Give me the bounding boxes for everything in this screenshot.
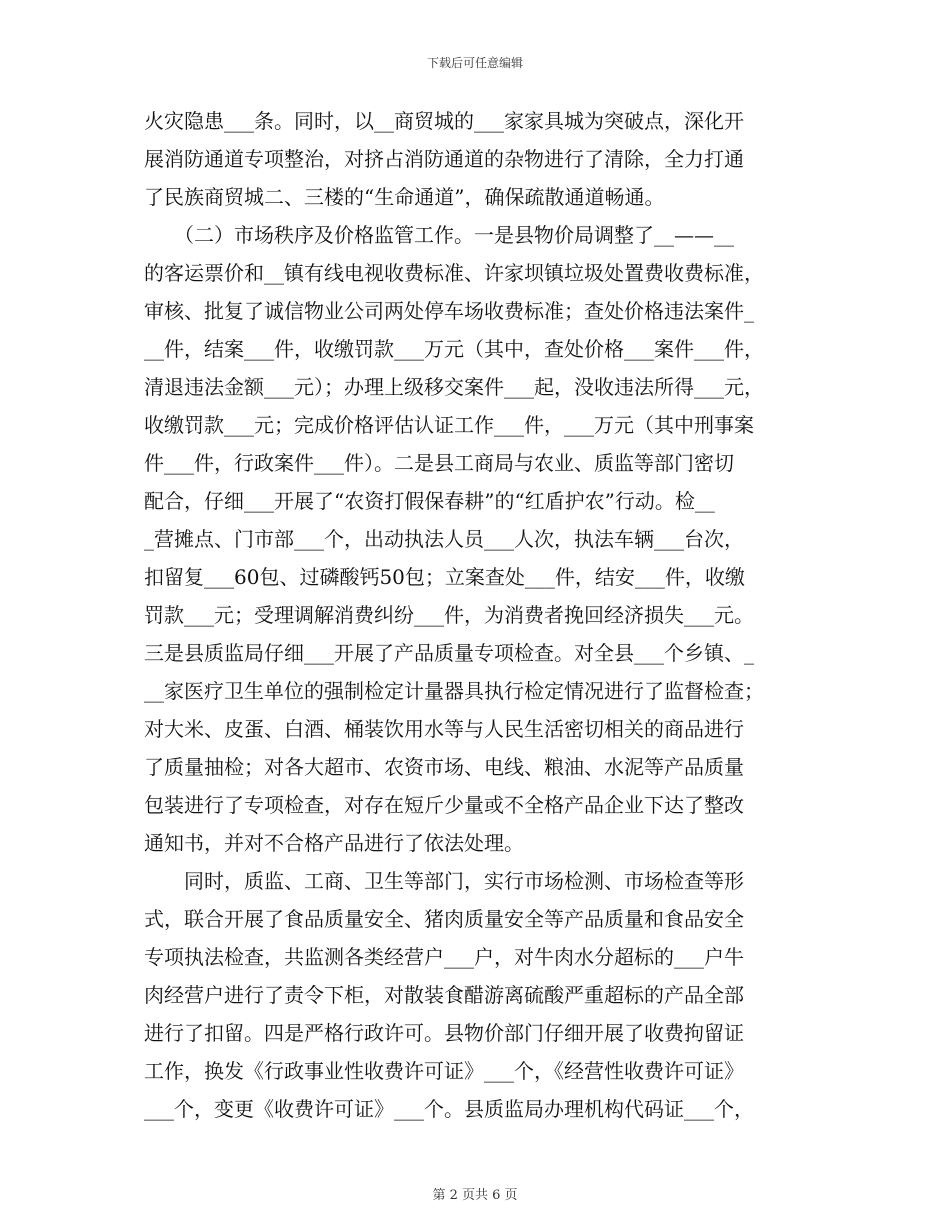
text-line: 扣留复___60包、过磷酸钙50包；立案查处___件，结安___件，收缴 bbox=[144, 565, 745, 589]
text-line: 包装进行了专项检查，对存在短斤少量或不全格产品企业下达了整改 bbox=[144, 793, 744, 817]
text-line: 配合，仔细___开展了“农资打假保春耕”的“红盾护农”行动。检__ bbox=[144, 489, 715, 513]
text-line: （二）市场秩序及价格监管工作。一是县物价局调整了__——__ bbox=[144, 223, 734, 247]
text-line: 审核、批复了诚信物业公司两处停车场收费标准；查处价格违法案件_ bbox=[144, 299, 754, 323]
text-line: __家医疗卫生单位的强制检定计量器具执行检定情况进行了监督检查； bbox=[144, 679, 764, 703]
text-line: 清退违法金额___元）；办理上级移交案件___起，没收违法所得___元， bbox=[144, 375, 764, 399]
text-line: _营摊点、门市部___个，出动执法人员___人次，执法车辆___台次， bbox=[144, 527, 744, 551]
text-line: 对大米、皮蛋、白酒、桶装饮用水等与人民生活密切相关的商品进行 bbox=[144, 717, 744, 741]
text-line: 收缴罚款___元；完成价格评估认证工作___件，___万元（其中刑事案 bbox=[144, 413, 754, 437]
text-line: 的客运票价和__镇有线电视收费标准、许家坝镇垃圾处置费收费标准， bbox=[144, 261, 764, 285]
text-line: ___个，变更《收费许可证》___个。县质监局办理机构代码证___个， bbox=[144, 1097, 754, 1121]
text-line: __件，结案___件，收缴罚款___万元（其中，查处价格___案件___件， bbox=[144, 337, 764, 361]
text-line: 件___件，行政案件___件）。二是县工商局与农业、质监等部门密切 bbox=[144, 451, 734, 475]
text-line: 罚款___元；受理调解消费纠纷___件，为消费者挽回经济损失___元。 bbox=[144, 603, 754, 627]
text-line: 了质量抽检；对各大超市、农资市场、电线、粮油、水泥等产品质量 bbox=[144, 755, 744, 779]
text-line: 通知书，并对不合格产品进行了依法处理。 bbox=[144, 831, 524, 855]
text-line: 了民族商贸城二、三楼的“生命通道”，确保疏散通道畅通。 bbox=[144, 185, 665, 209]
text-line: 展消防通道专项整治，对挤占消防通道的杂物进行了清除，全力打通 bbox=[144, 147, 744, 171]
text-line: 肉经营户进行了责令下柜，对散装食醋游离硫酸严重超标的产品全部 bbox=[144, 983, 744, 1007]
text-line: 火灾隐患___条。同时，以__商贸城的___家家具城为突破点，深化开 bbox=[144, 109, 744, 133]
text-line: 式，联合开展了食品质量安全、猪肉质量安全等产品质量和食品安全 bbox=[144, 907, 744, 931]
text-line: 三是县质监局仔细___开展了产品质量专项检查。对全县___个乡镇、_ bbox=[144, 641, 754, 665]
text-line: 同时，质监、工商、卫生等部门，实行市场检测、市场检查等形 bbox=[144, 869, 744, 893]
page-header: 下载后可任意编辑 bbox=[426, 56, 523, 70]
text-line: 专项执法检查，共监测各类经营户___户，对牛肉水分超标的___户牛 bbox=[144, 945, 744, 969]
text-line: 进行了扣留。四是严格行政许可。县物价部门仔细开展了收费拘留证 bbox=[144, 1021, 744, 1045]
page-footer: 第 2 页共 6 页 bbox=[432, 1188, 518, 1203]
text-line: 工作，换发《行政事业性收费许可证》___个，《经营性收费许可证》 bbox=[144, 1059, 744, 1083]
document-body bbox=[144, 102, 808, 1128]
